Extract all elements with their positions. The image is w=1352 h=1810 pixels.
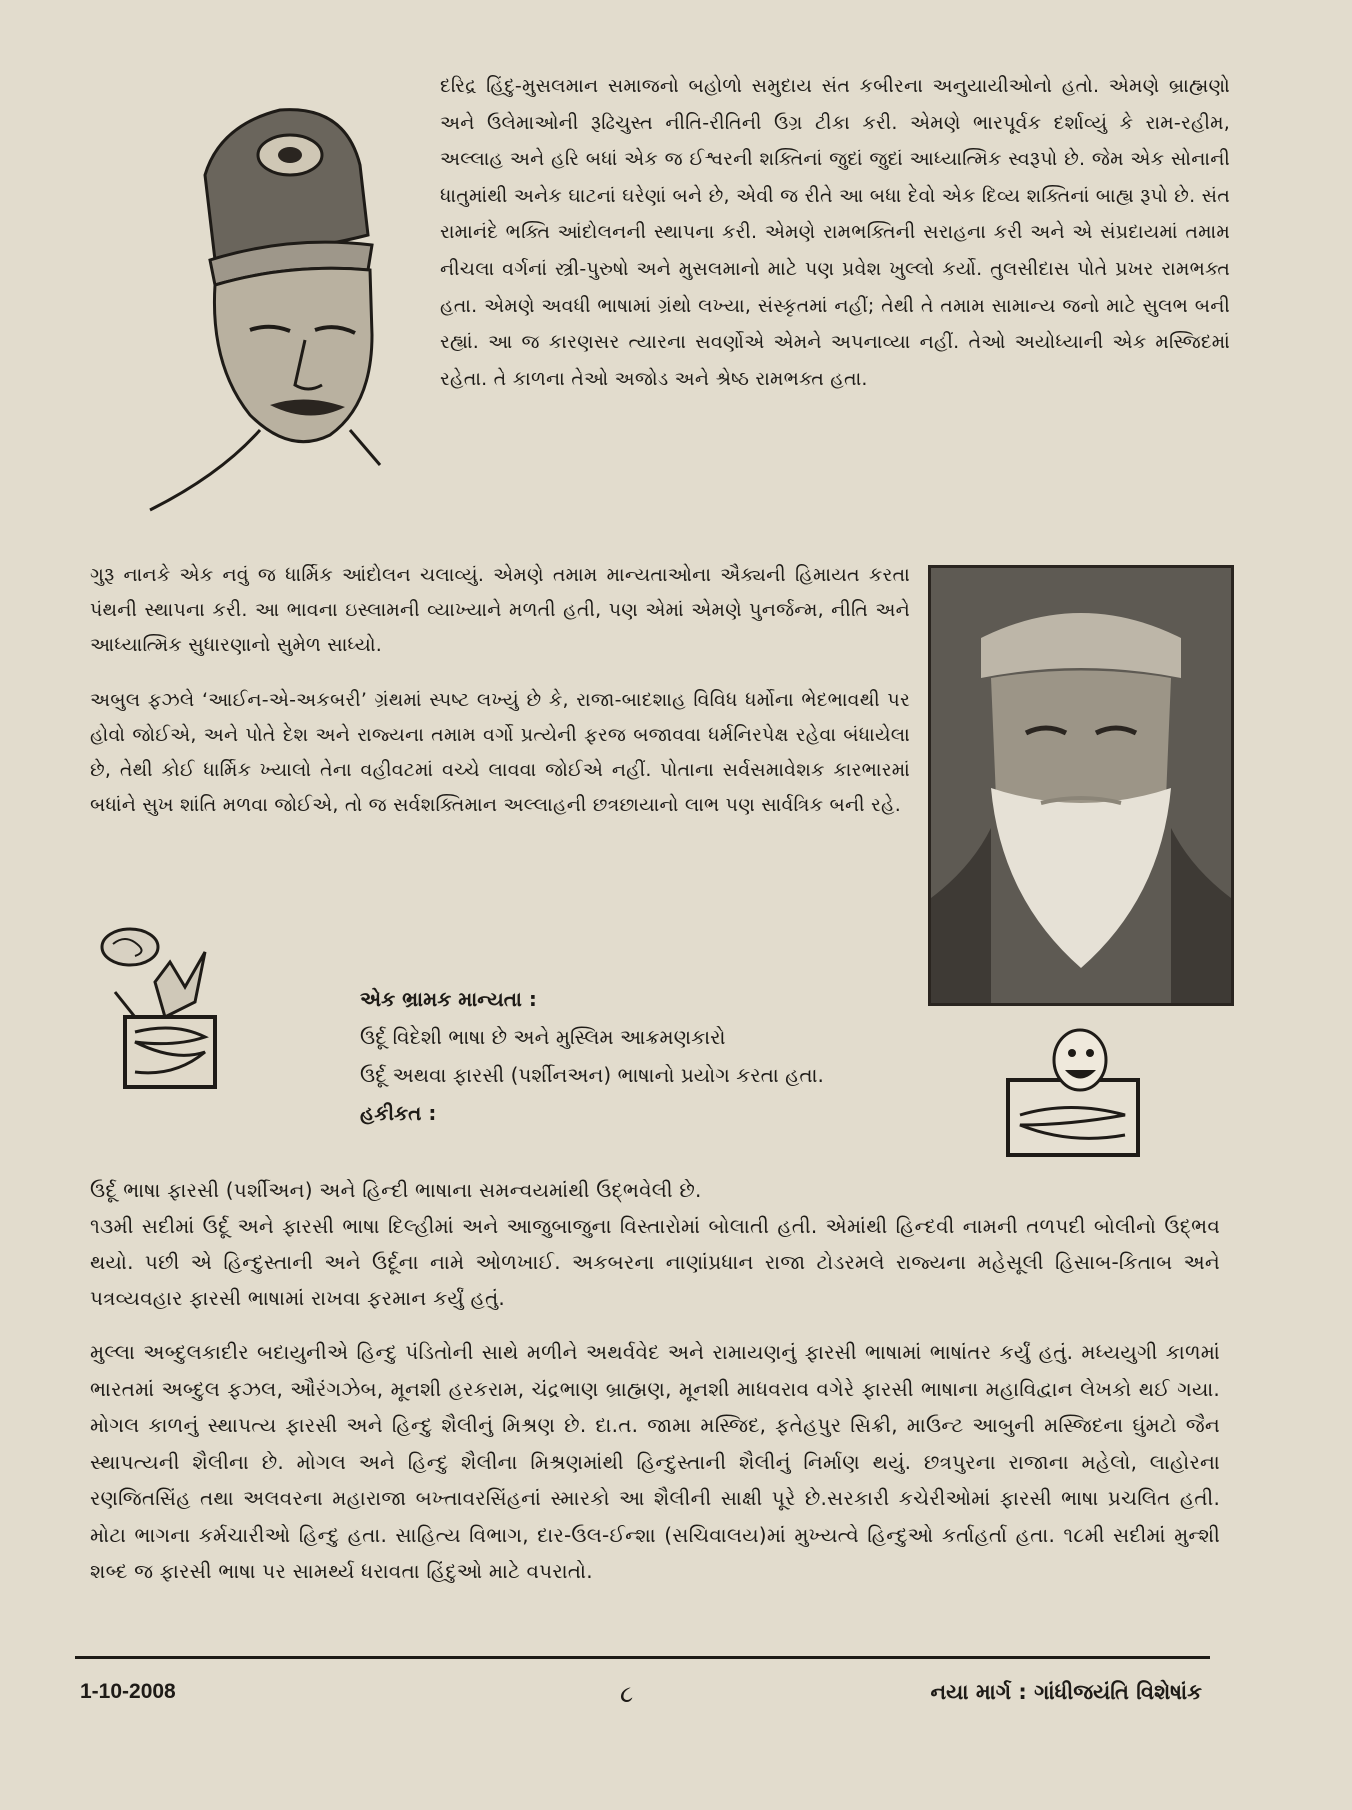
paragraph-13th-century: ૧૩મી સદીમાં ઉર્દૂ અને ફારસી ભાષા દિલ્હીમાં અને આજુબાજુના વિસ્તારોમાં બોલાતી હતી. એમાંથી હિન્દવી નામની તળપદી બોલીનો ઉદ્ભવ થયો. પછી એ હિન્દુસ્તાની અને ઉર્દૂના નામે ઓળખાઈ. અકબરના નાણાંપ્રધાન રાજા ટોડરમલે રાજ્યના મહેસૂલી હિસાબ-કિતાબ અને પત્રવ્યવહાર ફારસી ભાષામાં રાખવા ફરમાન કર્યું હતું. [90,1214,1220,1310]
myth-line-1: ઉર્દૂ વિદેશી ભાષા છે અને મુસ્લિમ આક્રમણકારો [360,1025,726,1049]
footer-date: 1-10-2008 [80,1680,176,1703]
laughing-man-cartoon [1000,1025,1145,1160]
myth-box [360,980,960,1132]
myth-line-2: ઉર્દૂ અથવા ફારસી (પર્શીનઅન) ભાષાનો પ્રયોગ કરતા હતા. [360,1063,824,1087]
paragraph-abul-fazal: અબુલ ફઝલે ‘આઈન-એ-અકબરી’ ગ્રંથમાં સ્પષ્ટ લખ્યું છે કે, રાજા-બાદશાહ વિવિધ ધર્મોના ભેદભાવથી પર હોવો જોઈએ, અને પોતે દેશ અને રાજ્યના તમામ વર્ગો પ્રત્યેની ફરજ બજાવવા ધર્મનિરપેક્ષ રહેવા બંધાયેલા છે, તેથી કોઈ ધાર્મિક ખ્યાલો તેના વહીવટમાં વચ્ચે લાવવા જોઈએ નહીં. પોતાના સર્વસમાવેશક કારભારમાં બધાંને સુખ શાંતિ મળવા જોઈએ, તો જ સર્વશક્તિમાન અલ્લાહની છત્રછાયાનો લાભ પણ સાર્વત્રિક બની રહે. [90,689,910,816]
snake-pit-cartoon [95,922,235,1092]
paragraph-kabir-ramanand-tulsidas: દરિદ્ર હિંદુ-મુસલમાન સમાજનો બહોળો સમુદાય સંત કબીરના અનુયાયીઓનો હતો. એમણે બ્રાહ્મણો અને ઉલેમાઓની રૂઢિચુસ્ત નીતિ-રીતિની ઉગ્ર ટીકા કરી. એમણે ભારપૂર્વક દર્શાવ્યું કે રામ-રહીમ, અલ્લાહ અને હરિ બધાં એક જ ઈશ્વરની શક્તિનાં જુદાં જુદાં આધ્યાત્મિક સ્વરૂપો છે. જેમ એક સોનાની ધાતુમાંથી અનેક ઘાટનાં ઘરેણાં બને છે, એવી જ રીતે આ બધા દેવો એક દિવ્ય શક્તિનાં બાહ્ય રૂપો છે. સંત રામાનંદે ભક્તિ આંદોલનની સ્થાપના કરી. એમણે રામભક્તિની સરાહના કરી અને એ સંપ્રદાયમાં તમામ નીચલા વર્ગનાં સ્ત્રી-પુરુષો અને મુસલમાનો માટે પણ પ્રવેશ ખુલ્લો કર્યો. તુલસીદાસ પોતે પ્રખર રામભક્ત હતા. એમણે અવધી ભાષામાં ગ્રંથો લખ્યા, સંસ્કૃતમાં નહીં; તેથી તે તમામ સામાન્ય જનો માટે સુલભ બની રહ્યાં. આ જ કારણસર ત્યારના સવર્ણોએ એમને અપનાવ્યા નહીં. તેઓ અયોધ્યાની એક મસ્જિદમાં રહેતા. તે કાળના તેઓ અજોડ અને શ્રેષ્ઠ રામભક્ત હતા. [440,75,1230,390]
footer-publication: નયા માર્ગ : ગાંધીજયંતિ વિશેષાંક [930,1680,1202,1704]
myth-heading: એક ભ્રામક માન્યતા : [360,987,537,1011]
guru-nanak-portrait [928,565,1234,1006]
footer-page-number: ૮ [620,1680,634,1708]
fact-heading: હકીકત : [360,1101,437,1125]
paragraph-guru-nanak: ગુરૂ નાનકે એક નવું જ ધાર્મિક આંદોલન ચલાવ્યું. એમણે તમામ માન્યતાઓના ઐક્યની હિમાયત કરતા પંથની સ્થાપના કરી. આ ભાવના ઇસ્લામની વ્યાખ્યાને મળતી હતી, પણ એમાં એમણે પુનર્જન્મ, નીતિ અને આધ્યાત્મિક સુધારણાનો સુમેળ સાધ્યો. [90,564,910,656]
footer-divider [75,1656,1210,1659]
paragraph-mughal-persian: મુલ્લા અબ્દુલકાદીર બદાયુનીએ હિન્દુ પંડિતોની સાથે મળીને અથર્વવેદ અને રામાયણનું ફારસી ભાષામાં ભાષાંતર કર્યું હતું. મધ્યયુગી કાળમાં ભારતમાં અબ્દુલ ફઝલ, ઔરંગઝેબ, મૂનશી હરકરામ, ચંદ્રભાણ બ્રાહ્મણ, મૂનશી માધવરાવ વગેરે ફારસી ભાષાના મહાવિદ્વાન લેખકો થઈ ગયા. મોગલ કાળનું સ્થાપત્ય ફારસી અને હિન્દુ શૈલીનું મિશ્રણ છે. દા.ત. જામા મસ્જિદ, ફતેહપુર સિક્રી, માઉન્ટ આબુની મસ્જિદના ઘુંમટો જૈન સ્થાપત્યની શૈલીના છે. મોગલ અને હિન્દુ શૈલીના મિશ્રણમાંથી હિન્દુસ્તાની શૈલીનું નિર્માણ થયું. છત્રપુરના રાજાના મહેલો, લાહોરના રણજિતસિંહ તથા અલવરના મહારાજા બખ્તાવરસિંહનાં સ્મારકો આ શૈલીની સાક્ષી પૂરે છે.સરકારી કચેરીઓમાં ફારસી ભાષા પ્રચલિત હતી. મોટા ભાગના કર્મચારીઓ હિન્દુ હતા. સાહિત્ય વિભાગ, દાર-ઉલ-ઈન્શા (સચિવાલય)માં મુખ્યત્વે હિન્દુઓ કર્તાહર્તા હતા. ૧૮મી સદીમાં મુન્શી શબ્દ જ ફારસી ભાષા પર સામર્થ્ય ધરાવતા હિંદુઓ માટે વપરાતો. [90,1340,1220,1583]
kabir-portrait [110,85,430,525]
paragraph-urdu-origin: ઉર્દૂ ભાષા ફારસી (પર્શીઅન) અને હિન્દી ભાષાના સમન્વયમાંથી ઉદ્ભવેલી છે. [90,1178,702,1202]
